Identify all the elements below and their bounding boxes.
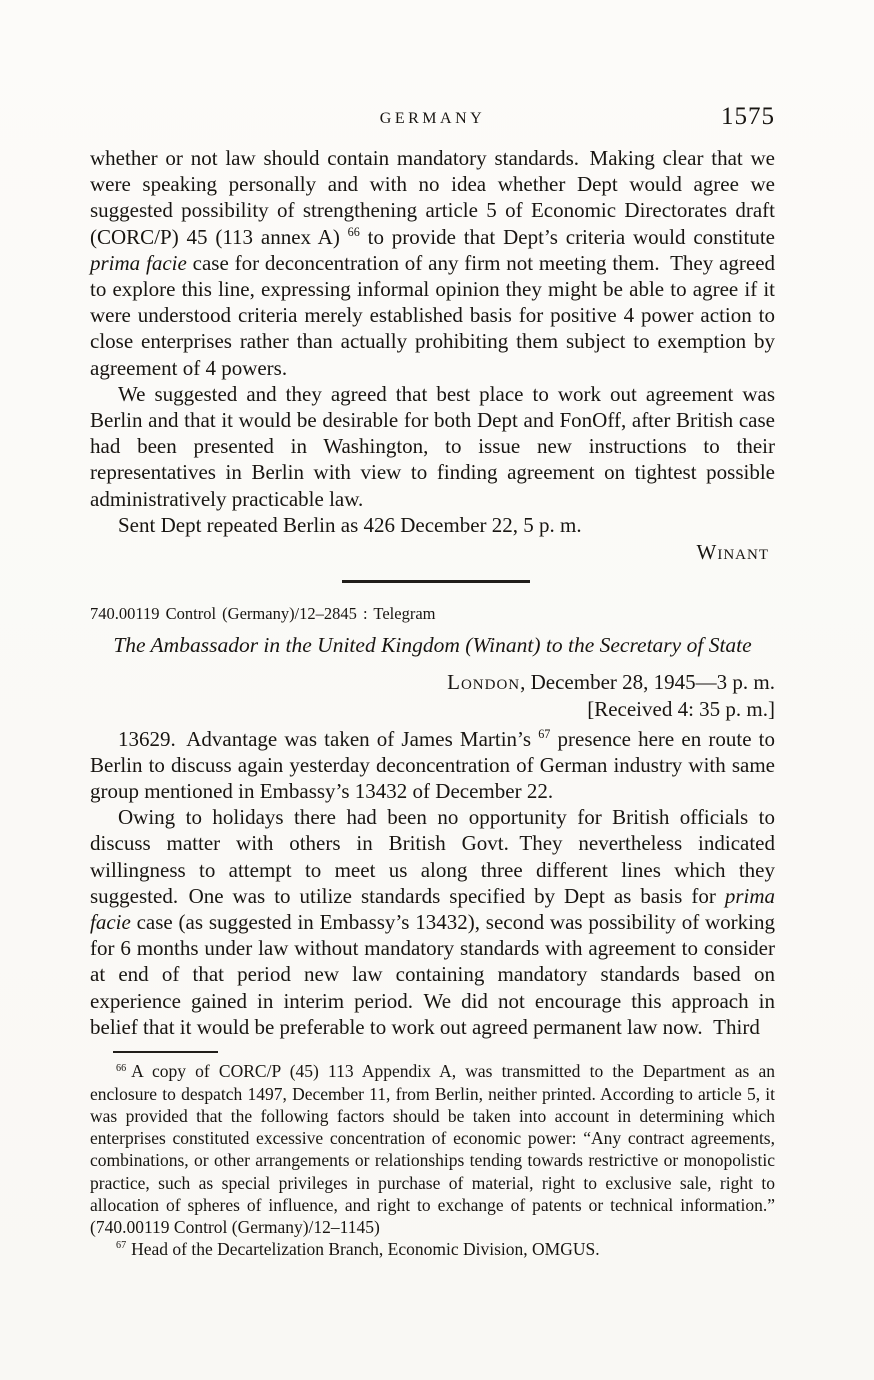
running-head-title: GERMANY: [379, 110, 486, 127]
page-number: 1575: [721, 103, 775, 130]
footnote-list: [90, 1060, 775, 1260]
footnote-text: A copy of CORC/P (45) 113 Appendix A, was transmitted to the Department as an enclosure to despatch 1497, December 11, from Berlin, neither printed. According to article 5, it was provided that the following factors should be taken into account in determining which enterprises constituted excessive concentration of economic power: “Any contract agreements, combinations, or other arrangements or relationships tending towards restrictive or monopolistic practice, such as special privileges in purchase of material, right to exclusive sale, right to allocation of spheres of influence, and right to exchange of patents or technical information.” (740.00119 Control (Germany)/12–1145): [90, 1061, 775, 1237]
footnote: [90, 1060, 775, 1238]
document-heading: The Ambassador in the United Kingdom (Winant) to the Secretary of State: [113, 633, 752, 658]
telegram-winant-dec-28: [90, 604, 775, 1040]
footnote-text: Head of the Decartelization Branch, Economic Division, OMGUS.: [131, 1239, 600, 1260]
signature: Winant: [696, 540, 769, 565]
dateline: London, December 28, 1945—3 p. m.: [447, 669, 775, 694]
paragraph: Owing to holidays there had been no opportunity for British officials to discuss matter with others in British Govt. They nevertheless indicated willingness to attempt to meet us along three different lines which they suggested. One was to utilize standards specified by Dept as basis for prima facie case (as suggested in Embassy’s 13432), second was possibility of working for 6 months under law without mandatory standards with agreement to consider at end of that period new law containing mandatory standards based on experience gained in interim period. We did not encourage this approach in belief that it would be preferable to work out agreed permanent law now. Third: [90, 805, 775, 1039]
footnote-marker: 67: [116, 1240, 127, 1252]
document-divider-rule: [342, 580, 530, 583]
telegram-winant-dec-22: [90, 145, 775, 565]
footnote: [90, 1238, 775, 1260]
sent-line: Sent Dept repeated Berlin as 426 December 22, 5 p. m.: [118, 512, 582, 537]
paragraph: 13629. Advantage was taken of James Martin’s $^{67}$ presence here en route to Berlin to discuss again yesterday deconcentration of German industry with same group mentioned in Embassy’s 13432 of December 22.: [90, 726, 775, 803]
archival-reference: 740.00119 Control (Germany)/12–2845 : Telegram: [90, 604, 436, 624]
footnotes-section: [90, 1051, 775, 1260]
footnote-marker: 66: [116, 1062, 127, 1074]
received-line: [Received 4: 35 p. m.]: [587, 697, 775, 722]
footnote-separator-rule: [113, 1051, 218, 1054]
paragraph-continuation: whether or not law should contain mandatory standards. Making clear that we were speaking personally and with no idea whether Dept would agree we suggested possibility of strengthening article 5 of Economic Directorates draft (CORC/P) 45 (113 annex A) $^{66}$ to provide that Dept’s criteria would constitute prima facie case for deconcentration of any firm not meeting them. They agreed to explore this line, expressing informal opinion they might be able to agree if it were understood criteria merely established basis for positive 4 power action to close enterprises rather than actually prohibiting them subject to exemption by agreement of 4 powers.: [90, 146, 776, 380]
paragraph: We suggested and they agreed that best place to work out agreement was Berlin and that it would be desirable for both Dept and FonOff, after British case had been presented in Washington, to issue new instructions to their representatives in Berlin with view to finding agreement on tightest possible administratively practicable law.: [90, 381, 775, 511]
running-head: [90, 103, 775, 133]
